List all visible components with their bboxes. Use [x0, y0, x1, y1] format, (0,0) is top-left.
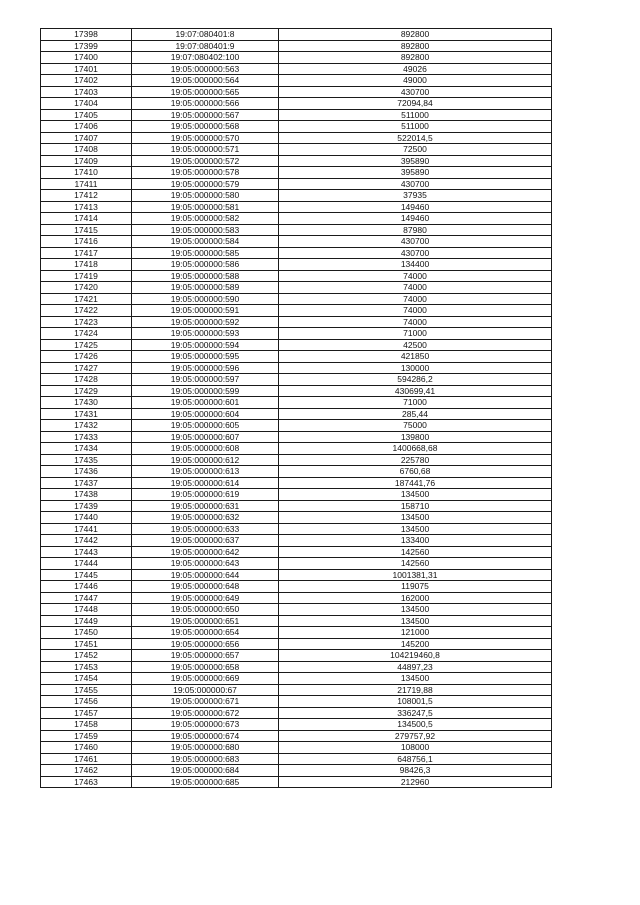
row-number-cell: 17448: [41, 604, 132, 616]
row-number-cell: 17399: [41, 40, 132, 52]
table-row: [41, 362, 552, 374]
cadastral-number-cell: 19:05:000000:669: [132, 673, 279, 685]
table-row: [41, 213, 552, 225]
table-row: [41, 385, 552, 397]
cadastral-number-cell: 19:05:000000:613: [132, 466, 279, 478]
table-row: [41, 155, 552, 167]
table-row: [41, 132, 552, 144]
row-number-cell: 17406: [41, 121, 132, 133]
value-cell: 71000: [279, 397, 552, 409]
row-number-cell: 17424: [41, 328, 132, 340]
cadastral-number-cell: 19:05:000000:650: [132, 604, 279, 616]
row-number-cell: 17445: [41, 569, 132, 581]
cadastral-number-cell: 19:05:000000:568: [132, 121, 279, 133]
value-cell: 71000: [279, 328, 552, 340]
cadastral-number-cell: 19:05:000000:571: [132, 144, 279, 156]
table-row: [41, 581, 552, 593]
table-row: [41, 201, 552, 213]
table-row: [41, 558, 552, 570]
value-cell: 134500: [279, 523, 552, 535]
table-row: [41, 293, 552, 305]
value-cell: 892800: [279, 29, 552, 41]
value-cell: 121000: [279, 627, 552, 639]
value-cell: 134500: [279, 512, 552, 524]
row-number-cell: 17423: [41, 316, 132, 328]
value-cell: 892800: [279, 40, 552, 52]
cadastral-number-cell: 19:05:000000:633: [132, 523, 279, 535]
value-cell: 37935: [279, 190, 552, 202]
row-number-cell: 17435: [41, 454, 132, 466]
row-number-cell: 17434: [41, 443, 132, 455]
cadastral-number-cell: 19:05:000000:674: [132, 730, 279, 742]
cadastral-number-cell: 19:05:000000:680: [132, 742, 279, 754]
row-number-cell: 17418: [41, 259, 132, 271]
value-cell: 74000: [279, 305, 552, 317]
table-row: [41, 328, 552, 340]
value-cell: 134500: [279, 604, 552, 616]
cadastral-number-cell: 19:05:000000:608: [132, 443, 279, 455]
cadastral-number-cell: 19:05:000000:601: [132, 397, 279, 409]
row-number-cell: 17441: [41, 523, 132, 535]
value-cell: 98426,3: [279, 765, 552, 777]
table-row: [41, 719, 552, 731]
cadastral-number-cell: 19:07:080401:8: [132, 29, 279, 41]
value-cell: 139800: [279, 431, 552, 443]
value-cell: 892800: [279, 52, 552, 64]
row-number-cell: 17436: [41, 466, 132, 478]
value-cell: 72500: [279, 144, 552, 156]
table-row: [41, 420, 552, 432]
row-number-cell: 17415: [41, 224, 132, 236]
table-row: [41, 305, 552, 317]
row-number-cell: 17458: [41, 719, 132, 731]
value-cell: 119075: [279, 581, 552, 593]
value-cell: 134500: [279, 489, 552, 501]
cadastral-number-cell: 19:05:000000:570: [132, 132, 279, 144]
row-number-cell: 17459: [41, 730, 132, 742]
cadastral-number-cell: 19:05:000000:599: [132, 385, 279, 397]
cadastral-number-cell: 19:05:000000:565: [132, 86, 279, 98]
table-row: [41, 684, 552, 696]
cadastral-number-cell: 19:07:080401:9: [132, 40, 279, 52]
row-number-cell: 17403: [41, 86, 132, 98]
cadastral-number-cell: 19:05:000000:596: [132, 362, 279, 374]
cadastral-number-cell: 19:05:000000:566: [132, 98, 279, 110]
row-number-cell: 17452: [41, 650, 132, 662]
table-row: [41, 259, 552, 271]
cadastral-number-cell: 19:05:000000:671: [132, 696, 279, 708]
table-row: [41, 650, 552, 662]
value-cell: 72094,84: [279, 98, 552, 110]
table-row: [41, 604, 552, 616]
row-number-cell: 17420: [41, 282, 132, 294]
row-number-cell: 17427: [41, 362, 132, 374]
cadastral-number-cell: 19:05:000000:593: [132, 328, 279, 340]
value-cell: 430699,41: [279, 385, 552, 397]
table-row: [41, 546, 552, 558]
cadastral-number-cell: 19:05:000000:605: [132, 420, 279, 432]
table-row: [41, 351, 552, 363]
table-row: [41, 535, 552, 547]
cadastral-number-cell: 19:05:000000:572: [132, 155, 279, 167]
row-number-cell: 17453: [41, 661, 132, 673]
table-row: [41, 144, 552, 156]
table-row: [41, 178, 552, 190]
value-cell: 421850: [279, 351, 552, 363]
value-cell: 134500: [279, 615, 552, 627]
table-row: [41, 224, 552, 236]
table-row: [41, 627, 552, 639]
cadastral-number-cell: 19:05:000000:683: [132, 753, 279, 765]
table-row: [41, 615, 552, 627]
cadastral-number-cell: 19:05:000000:580: [132, 190, 279, 202]
table-row: [41, 408, 552, 420]
cadastral-number-cell: 19:05:000000:585: [132, 247, 279, 259]
table-row: [41, 40, 552, 52]
value-cell: 42500: [279, 339, 552, 351]
value-cell: 6760,68: [279, 466, 552, 478]
row-number-cell: 17421: [41, 293, 132, 305]
value-cell: 145200: [279, 638, 552, 650]
row-number-cell: 17447: [41, 592, 132, 604]
cadastral-number-cell: 19:05:000000:595: [132, 351, 279, 363]
value-cell: 87980: [279, 224, 552, 236]
table-row: [41, 121, 552, 133]
value-cell: 162000: [279, 592, 552, 604]
value-cell: 336247,5: [279, 707, 552, 719]
row-number-cell: 17438: [41, 489, 132, 501]
cadastral-number-cell: 19:05:000000:586: [132, 259, 279, 271]
cadastral-number-cell: 19:05:000000:651: [132, 615, 279, 627]
row-number-cell: 17430: [41, 397, 132, 409]
cadastral-number-cell: 19:05:000000:563: [132, 63, 279, 75]
row-number-cell: 17409: [41, 155, 132, 167]
row-number-cell: 17446: [41, 581, 132, 593]
table-row: [41, 454, 552, 466]
row-number-cell: 17419: [41, 270, 132, 282]
row-number-cell: 17410: [41, 167, 132, 179]
table-row: [41, 661, 552, 673]
cadastral-number-cell: 19:05:000000:685: [132, 776, 279, 788]
row-number-cell: 17449: [41, 615, 132, 627]
row-number-cell: 17422: [41, 305, 132, 317]
cadastral-number-cell: 19:05:000000:67: [132, 684, 279, 696]
cadastral-number-cell: 19:05:000000:597: [132, 374, 279, 386]
value-cell: 49000: [279, 75, 552, 87]
value-cell: 430700: [279, 236, 552, 248]
row-number-cell: 17444: [41, 558, 132, 570]
cadastral-number-cell: 19:05:000000:578: [132, 167, 279, 179]
row-number-cell: 17413: [41, 201, 132, 213]
table-body: [41, 29, 552, 788]
table-row: [41, 167, 552, 179]
row-number-cell: 17408: [41, 144, 132, 156]
value-cell: 648756,1: [279, 753, 552, 765]
cadastral-number-cell: 19:05:000000:567: [132, 109, 279, 121]
cadastral-number-cell: 19:05:000000:658: [132, 661, 279, 673]
row-number-cell: 17417: [41, 247, 132, 259]
value-cell: 74000: [279, 293, 552, 305]
value-cell: 49026: [279, 63, 552, 75]
cadastral-number-cell: 19:07:080402:100: [132, 52, 279, 64]
value-cell: 187441,76: [279, 477, 552, 489]
cadastral-number-cell: 19:05:000000:594: [132, 339, 279, 351]
table-row: [41, 52, 552, 64]
value-cell: 134500,5: [279, 719, 552, 731]
row-number-cell: 17405: [41, 109, 132, 121]
value-cell: 149460: [279, 201, 552, 213]
cadastral-number-cell: 19:05:000000:591: [132, 305, 279, 317]
row-number-cell: 17426: [41, 351, 132, 363]
value-cell: 395890: [279, 167, 552, 179]
cadastral-number-cell: 19:05:000000:592: [132, 316, 279, 328]
row-number-cell: 17437: [41, 477, 132, 489]
table-row: [41, 63, 552, 75]
row-number-cell: 17456: [41, 696, 132, 708]
value-cell: 108001,5: [279, 696, 552, 708]
cadastral-number-cell: 19:05:000000:657: [132, 650, 279, 662]
cadastral-number-cell: 19:05:000000:656: [132, 638, 279, 650]
value-cell: 74000: [279, 316, 552, 328]
cadastral-number-cell: 19:05:000000:589: [132, 282, 279, 294]
cadastral-number-cell: 19:05:000000:684: [132, 765, 279, 777]
value-cell: 285,44: [279, 408, 552, 420]
cadastral-number-cell: 19:05:000000:631: [132, 500, 279, 512]
value-cell: 225780: [279, 454, 552, 466]
cadastral-number-cell: 19:05:000000:607: [132, 431, 279, 443]
value-cell: 1400668,68: [279, 443, 552, 455]
cadastral-number-cell: 19:05:000000:584: [132, 236, 279, 248]
row-number-cell: 17425: [41, 339, 132, 351]
cadastral-number-cell: 19:05:000000:588: [132, 270, 279, 282]
table-row: [41, 190, 552, 202]
table-row: [41, 765, 552, 777]
row-number-cell: 17454: [41, 673, 132, 685]
table-row: [41, 673, 552, 685]
value-cell: 430700: [279, 247, 552, 259]
table-row: [41, 638, 552, 650]
row-number-cell: 17451: [41, 638, 132, 650]
table-row: [41, 742, 552, 754]
cadastral-number-cell: 19:05:000000:619: [132, 489, 279, 501]
cadastral-number-cell: 19:05:000000:564: [132, 75, 279, 87]
table-row: [41, 247, 552, 259]
table-row: [41, 75, 552, 87]
cadastral-number-cell: 19:05:000000:604: [132, 408, 279, 420]
table-row: [41, 339, 552, 351]
cadastral-number-cell: 19:05:000000:648: [132, 581, 279, 593]
cadastral-number-cell: 19:05:000000:644: [132, 569, 279, 581]
cadastral-number-cell: 19:05:000000:583: [132, 224, 279, 236]
value-cell: 133400: [279, 535, 552, 547]
value-cell: 430700: [279, 178, 552, 190]
value-cell: 74000: [279, 270, 552, 282]
row-number-cell: 17428: [41, 374, 132, 386]
table-row: [41, 592, 552, 604]
table-row: [41, 512, 552, 524]
row-number-cell: 17450: [41, 627, 132, 639]
value-cell: 74000: [279, 282, 552, 294]
cadastral-value-table: [40, 28, 552, 788]
row-number-cell: 17429: [41, 385, 132, 397]
row-number-cell: 17432: [41, 420, 132, 432]
row-number-cell: 17402: [41, 75, 132, 87]
table-row: [41, 776, 552, 788]
cadastral-number-cell: 19:05:000000:642: [132, 546, 279, 558]
value-cell: 108000: [279, 742, 552, 754]
row-number-cell: 17457: [41, 707, 132, 719]
cadastral-number-cell: 19:05:000000:582: [132, 213, 279, 225]
table-row: [41, 316, 552, 328]
value-cell: 594286,2: [279, 374, 552, 386]
row-number-cell: 17401: [41, 63, 132, 75]
cadastral-number-cell: 19:05:000000:649: [132, 592, 279, 604]
row-number-cell: 17463: [41, 776, 132, 788]
table-row: [41, 282, 552, 294]
value-cell: 44897,23: [279, 661, 552, 673]
value-cell: 522014,5: [279, 132, 552, 144]
row-number-cell: 17411: [41, 178, 132, 190]
value-cell: 149460: [279, 213, 552, 225]
value-cell: 430700: [279, 86, 552, 98]
cadastral-number-cell: 19:05:000000:673: [132, 719, 279, 731]
table-row: [41, 477, 552, 489]
table-row: [41, 569, 552, 581]
value-cell: 1001381,31: [279, 569, 552, 581]
cadastral-number-cell: 19:05:000000:579: [132, 178, 279, 190]
value-cell: 75000: [279, 420, 552, 432]
row-number-cell: 17400: [41, 52, 132, 64]
cadastral-number-cell: 19:05:000000:612: [132, 454, 279, 466]
row-number-cell: 17407: [41, 132, 132, 144]
row-number-cell: 17455: [41, 684, 132, 696]
table-row: [41, 500, 552, 512]
row-number-cell: 17439: [41, 500, 132, 512]
row-number-cell: 17412: [41, 190, 132, 202]
table-row: [41, 397, 552, 409]
table-row: [41, 753, 552, 765]
table-row: [41, 236, 552, 248]
cadastral-number-cell: 19:05:000000:632: [132, 512, 279, 524]
row-number-cell: 17443: [41, 546, 132, 558]
cadastral-number-cell: 19:05:000000:581: [132, 201, 279, 213]
value-cell: 130000: [279, 362, 552, 374]
value-cell: 511000: [279, 109, 552, 121]
value-cell: 134400: [279, 259, 552, 271]
cadastral-number-cell: 19:05:000000:590: [132, 293, 279, 305]
row-number-cell: 17440: [41, 512, 132, 524]
table-row: [41, 489, 552, 501]
row-number-cell: 17460: [41, 742, 132, 754]
table-row: [41, 466, 552, 478]
cadastral-number-cell: 19:05:000000:654: [132, 627, 279, 639]
table-row: [41, 730, 552, 742]
table-row: [41, 109, 552, 121]
table-row: [41, 707, 552, 719]
row-number-cell: 17404: [41, 98, 132, 110]
value-cell: 511000: [279, 121, 552, 133]
table-row: [41, 374, 552, 386]
table-row: [41, 523, 552, 535]
cadastral-number-cell: 19:05:000000:637: [132, 535, 279, 547]
value-cell: 142560: [279, 546, 552, 558]
value-cell: 212960: [279, 776, 552, 788]
document-page: [40, 28, 551, 788]
cadastral-number-cell: 19:05:000000:672: [132, 707, 279, 719]
row-number-cell: 17442: [41, 535, 132, 547]
row-number-cell: 17462: [41, 765, 132, 777]
value-cell: 104219460,8: [279, 650, 552, 662]
row-number-cell: 17398: [41, 29, 132, 41]
table-row: [41, 443, 552, 455]
cadastral-number-cell: 19:05:000000:614: [132, 477, 279, 489]
value-cell: 279757,92: [279, 730, 552, 742]
value-cell: 158710: [279, 500, 552, 512]
value-cell: 395890: [279, 155, 552, 167]
row-number-cell: 17431: [41, 408, 132, 420]
value-cell: 134500: [279, 673, 552, 685]
table-row: [41, 29, 552, 41]
table-row: [41, 98, 552, 110]
value-cell: 21719,88: [279, 684, 552, 696]
table-row: [41, 86, 552, 98]
table-row: [41, 270, 552, 282]
table-row: [41, 431, 552, 443]
value-cell: 142560: [279, 558, 552, 570]
row-number-cell: 17433: [41, 431, 132, 443]
table-row: [41, 696, 552, 708]
row-number-cell: 17461: [41, 753, 132, 765]
cadastral-number-cell: 19:05:000000:643: [132, 558, 279, 570]
row-number-cell: 17414: [41, 213, 132, 225]
row-number-cell: 17416: [41, 236, 132, 248]
